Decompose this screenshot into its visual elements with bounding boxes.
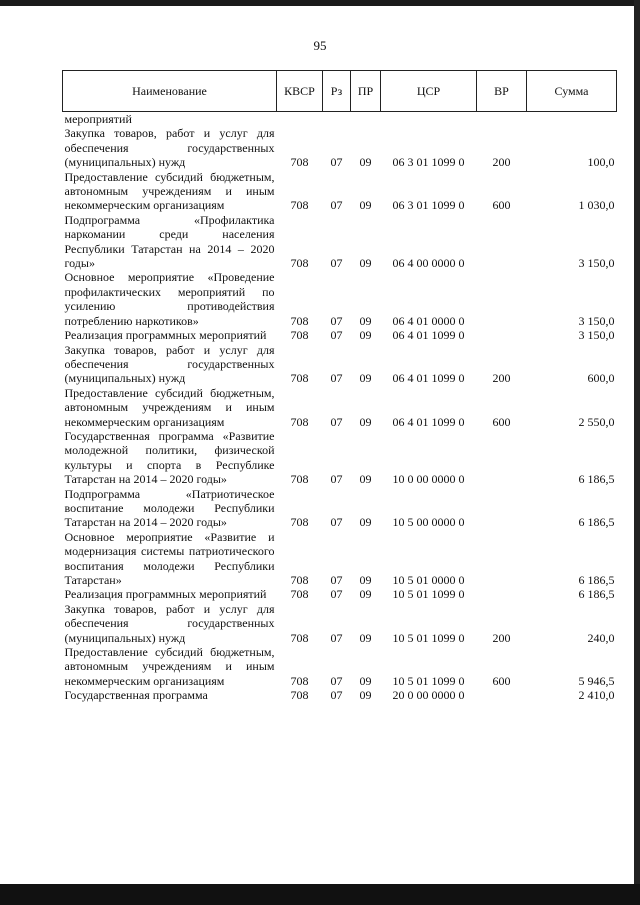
table-row xyxy=(63,343,617,386)
row-sum: 600,0 xyxy=(587,371,615,386)
row-kvsr: 708 xyxy=(290,472,309,487)
row-rz: 07 xyxy=(330,313,343,328)
header-rz: Рз xyxy=(323,71,351,112)
row-pr xyxy=(351,112,381,127)
row-kvsr: 708 xyxy=(290,414,309,429)
budget-table xyxy=(62,70,617,703)
row-vr xyxy=(477,213,527,271)
row-rz: 07 xyxy=(330,515,343,530)
header-name: Наименование xyxy=(63,71,277,112)
row-csr: 06 4 00 0000 0 xyxy=(392,256,465,271)
row-vr xyxy=(477,328,527,342)
top-scan-border xyxy=(0,0,640,6)
row-kvsr xyxy=(277,112,323,127)
header-sum: Сумма xyxy=(527,71,617,112)
row-csr: 10 0 00 0000 0 xyxy=(392,472,465,487)
row-csr: 06 3 01 1099 0 xyxy=(392,155,465,170)
row-csr: 10 5 01 1099 0 xyxy=(392,630,465,645)
row-sum: 2 550,0 xyxy=(578,414,615,429)
row-vr xyxy=(477,587,527,601)
row-rz: 07 xyxy=(330,328,343,343)
row-name: Основное мероприятие «Проведение профилактических мероприятий по усилению противодействия потреблению наркотиков» xyxy=(64,270,275,328)
table-row xyxy=(63,386,617,429)
table-row xyxy=(63,688,617,702)
row-csr: 06 4 01 1099 0 xyxy=(392,414,465,429)
row-name: Подпрограмма «Профилактика наркомании среди населения Республики Татарстан на 2014 – 2020 годы» xyxy=(64,212,275,271)
row-pr: 09 xyxy=(359,313,372,328)
row-sum: 6 186,5 xyxy=(578,515,615,530)
row-kvsr: 708 xyxy=(290,673,309,688)
row-csr: 06 3 01 1099 0 xyxy=(392,198,465,213)
row-kvsr: 708 xyxy=(290,515,309,530)
row-csr: 10 5 01 1099 0 xyxy=(392,673,465,688)
header-pr: ПР xyxy=(351,71,381,112)
row-name: Государственная программа xyxy=(64,688,208,703)
row-csr xyxy=(381,112,477,127)
row-csr: 10 5 01 1099 0 xyxy=(392,587,465,602)
row-kvsr: 708 xyxy=(290,155,309,170)
bottom-scan-border xyxy=(0,884,640,905)
header-vr: ВР xyxy=(477,71,527,112)
row-kvsr: 708 xyxy=(290,573,309,587)
row-pr: 09 xyxy=(359,688,372,703)
row-pr: 09 xyxy=(359,155,372,170)
row-pr: 09 xyxy=(359,472,372,487)
row-pr: 09 xyxy=(359,328,372,343)
row-name: мероприятий xyxy=(64,112,132,126)
row-name: Государственная программа «Развитие молодежной политики, физической культуры и спорта в Республике Татарстан на 2014 – 2020 годы» xyxy=(64,428,275,487)
table-row xyxy=(63,213,617,271)
row-pr: 09 xyxy=(359,198,372,213)
row-name: Закупка товаров, работ и услуг для обеспечения государственных (муниципальных) нужд xyxy=(64,342,275,386)
row-name: Закупка товаров, работ и услуг для обеспечения государственных (муниципальных) нужд xyxy=(64,601,275,645)
row-kvsr: 708 xyxy=(290,630,309,645)
row-sum: 1 030,0 xyxy=(578,198,615,213)
row-rz: 07 xyxy=(330,414,343,429)
row-sum: 2 410,0 xyxy=(578,688,615,703)
table-row xyxy=(63,587,617,601)
right-scan-border xyxy=(634,0,640,905)
table-body xyxy=(63,112,617,703)
header-row xyxy=(63,71,617,112)
row-name: Реализация программных мероприятий xyxy=(64,328,267,343)
table-row xyxy=(63,487,617,530)
row-sum xyxy=(527,112,617,127)
row-pr: 09 xyxy=(359,673,372,688)
row-pr: 09 xyxy=(359,256,372,271)
row-pr: 09 xyxy=(359,630,372,645)
row-csr: 20 0 00 0000 0 xyxy=(392,688,465,703)
row-csr: 06 4 01 1099 0 xyxy=(392,371,465,386)
row-name: Подпрограмма «Патриотическое воспитание молодежи Республики Татарстан на 2014 – 2020 годы» xyxy=(64,486,275,530)
row-pr: 09 xyxy=(359,414,372,429)
row-csr: 10 5 01 0000 0 xyxy=(392,573,465,587)
table-row xyxy=(63,429,617,487)
row-rz: 07 xyxy=(330,688,343,703)
row-name: Реализация программных мероприятий xyxy=(64,587,267,602)
table-row xyxy=(63,645,617,688)
row-name: Предоставление субсидий бюджетным, автономным учреждениям и иным некоммерческим организациям xyxy=(64,169,275,213)
row-rz: 07 xyxy=(330,630,343,645)
row-kvsr: 708 xyxy=(290,198,309,213)
row-rz xyxy=(323,112,351,127)
row-csr: 06 4 01 0000 0 xyxy=(392,313,465,328)
table-row xyxy=(63,328,617,342)
row-vr: 600 xyxy=(492,673,511,688)
row-rz: 07 xyxy=(330,673,343,688)
row-vr xyxy=(477,429,527,487)
row-rz: 07 xyxy=(330,587,343,602)
row-vr: 200 xyxy=(492,371,511,386)
row-rz: 07 xyxy=(330,155,343,170)
row-name: Предоставление субсидий бюджетным, автономным учреждениям и иным некоммерческим организациям xyxy=(64,645,275,688)
row-rz: 07 xyxy=(330,371,343,386)
row-name: Закупка товаров, работ и услуг для обеспечения государственных (муниципальных) нужд xyxy=(64,126,275,170)
row-sum: 3 150,0 xyxy=(578,313,615,328)
row-vr xyxy=(477,270,527,328)
row-kvsr: 708 xyxy=(290,256,309,271)
row-vr: 200 xyxy=(492,630,511,645)
row-pr: 09 xyxy=(359,587,372,602)
row-pr: 09 xyxy=(359,371,372,386)
row-kvsr: 708 xyxy=(290,587,309,602)
row-name: Предоставление субсидий бюджетным, автономным учреждениям и иным некоммерческим организациям xyxy=(64,385,275,429)
row-kvsr: 708 xyxy=(290,688,309,703)
row-kvsr: 708 xyxy=(290,328,309,343)
table-row xyxy=(63,602,617,645)
row-sum: 6 186,5 xyxy=(578,573,615,587)
row-vr: 600 xyxy=(492,198,511,213)
table-row xyxy=(63,170,617,213)
row-kvsr: 708 xyxy=(290,313,309,328)
table-row xyxy=(63,270,617,328)
page-number: 95 xyxy=(313,38,327,53)
row-sum: 3 150,0 xyxy=(578,328,615,343)
row-sum: 6 186,5 xyxy=(578,587,615,602)
row-sum: 6 186,5 xyxy=(578,472,615,487)
row-sum: 100,0 xyxy=(587,155,615,170)
row-vr: 600 xyxy=(492,414,511,429)
row-vr: 200 xyxy=(492,155,511,170)
row-sum: 240,0 xyxy=(587,630,615,645)
row-kvsr: 708 xyxy=(290,371,309,386)
header-kvsr: КВСР xyxy=(277,71,323,112)
table-row xyxy=(63,530,617,588)
row-rz: 07 xyxy=(330,573,343,587)
header-csr: ЦСР xyxy=(381,71,477,112)
row-vr xyxy=(477,112,527,127)
row-rz: 07 xyxy=(330,256,343,271)
row-vr xyxy=(477,487,527,530)
table-row xyxy=(63,112,617,127)
row-csr: 06 4 01 1099 0 xyxy=(392,328,465,343)
row-name: Основное мероприятие «Развитие и модернизация системы патриотического воспитания молодежи Республики Татарстан» xyxy=(64,529,275,587)
row-rz: 07 xyxy=(330,472,343,487)
row-pr: 09 xyxy=(359,573,372,587)
row-vr xyxy=(477,530,527,588)
row-sum: 3 150,0 xyxy=(578,256,615,271)
row-sum: 5 946,5 xyxy=(578,673,615,688)
table-row xyxy=(63,126,617,169)
row-rz: 07 xyxy=(330,198,343,213)
row-pr: 09 xyxy=(359,515,372,530)
row-csr: 10 5 00 0000 0 xyxy=(392,515,465,530)
row-vr xyxy=(477,688,527,702)
table-header xyxy=(63,71,617,112)
